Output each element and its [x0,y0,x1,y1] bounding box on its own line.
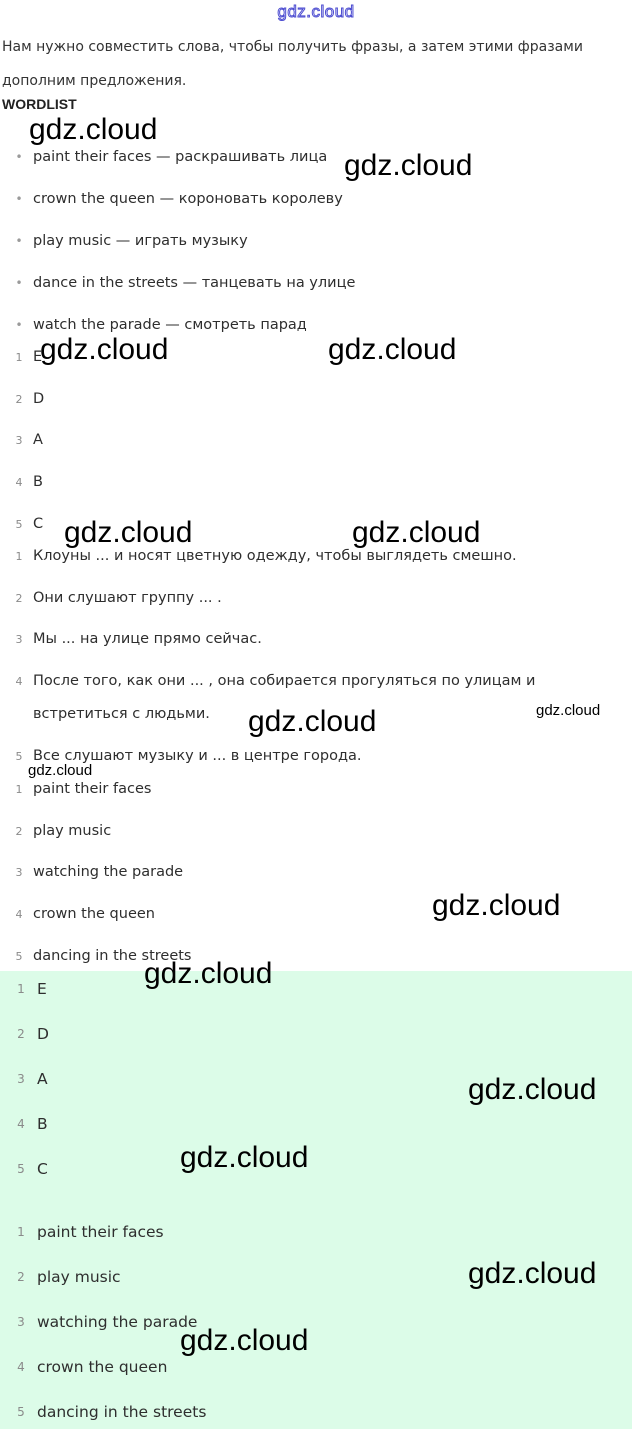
matching-letter: B [33,474,43,490]
phrase-text: play music [33,823,112,839]
item-number: 5 [17,1405,25,1419]
bullet-icon: • [15,192,23,206]
phrase-item [0,860,632,884]
watermark: gdz.cloud [344,149,473,182]
item-number: 5 [15,749,23,763]
item-number: 4 [15,674,23,688]
bullet-icon: • [15,318,23,332]
wordlist-item [0,145,632,169]
answer-letter: B [37,1115,48,1133]
answer-letter: E [37,980,47,998]
matching-letter: C [33,516,44,532]
answer-letter: A [37,1070,48,1088]
wordlist-item-text: crown the queen — короновать королеву [33,191,343,207]
sentence-text: Все слушают музыку и ... в центре города. [33,748,362,764]
bullet-icon: • [15,276,23,290]
matching-item [0,387,632,411]
watermark: gdz.cloud [468,1073,597,1106]
sentence-item [0,744,632,768]
watermark: gdz.cloud [144,957,273,990]
sentence-item [0,669,632,693]
item-number: 4 [15,907,23,921]
watermark: gdz.cloud [352,516,481,549]
answer-phrase-text: play music [37,1268,121,1286]
item-number: 2 [15,591,23,605]
item-number: 4 [17,1360,25,1374]
watermark: gdz.cloud [468,1257,597,1290]
wordlist-item-text: paint their faces — раскрашивать лица [33,149,328,165]
matching-letter: E [33,349,43,365]
answer-phrase-item [0,1400,632,1424]
watermark: gdz.cloud [29,113,158,146]
answer-letter: D [37,1025,49,1043]
wordlist-item [0,271,632,295]
site-logo[interactable]: gdz.cloud [277,2,355,21]
bullet-icon: • [15,150,23,164]
answer-phrase-text: crown the queen [37,1358,168,1376]
answer-phrase-text: dancing in the streets [37,1403,207,1421]
bullet-icon: • [15,234,23,248]
watermark: gdz.cloud [432,889,561,922]
item-number: 2 [15,824,23,838]
sentence-text: Клоуны ... и носят цветную одежду, чтобы выглядеть смешно. [33,548,517,564]
phrase-text: dancing in the streets [33,948,192,964]
answer-letter: C [37,1160,48,1178]
phrase-item [0,777,632,801]
item-number: 1 [17,982,25,996]
phrase-item [0,944,632,968]
wordlist-item-text: watch the parade — смотреть парад [33,317,307,333]
answer-phrase-item [0,1355,632,1379]
item-number: 3 [17,1072,25,1086]
matching-item [0,428,632,452]
wordlist-item-text: play music — играть музыку [33,233,248,249]
item-number: 1 [17,1225,25,1239]
answer-phrase-text: watching the parade [37,1313,198,1331]
watermark: gdz.cloud [64,516,193,549]
sentence-text: Мы ... на улице прямо сейчас. [33,631,262,647]
item-number: 5 [15,949,23,963]
item-number: 3 [15,433,23,447]
intro-text: Нам нужно совместить слова, чтобы получить фразы, а затем этими фразами дополним предложения. [2,39,583,89]
item-number: 4 [15,475,23,489]
answer-matching-item [0,977,632,1001]
item-number: 5 [15,517,23,531]
item-number: 3 [15,632,23,646]
answer-matching-item [0,1157,632,1181]
sentence-item [0,627,632,651]
item-number: 3 [15,865,23,879]
phrase-item [0,819,632,843]
sentence-item [0,586,632,610]
answer-phrase-item [0,1310,632,1334]
item-number: 2 [17,1270,25,1284]
matching-letter: A [33,432,43,448]
item-number: 2 [17,1027,25,1041]
sentence-text: После того, как они ... , она собирается прогуляться по улицам и [33,673,536,689]
item-number: 1 [15,350,23,364]
wordlist-item [0,229,632,253]
item-number: 2 [15,392,23,406]
item-number: 4 [17,1117,25,1131]
watermark: gdz.cloud [248,705,377,738]
item-number: 3 [17,1315,25,1329]
answer-matching-item [0,1112,632,1136]
phrase-text: watching the parade [33,864,184,880]
answer-matching-item [0,1022,632,1046]
watermark: gdz.cloud [40,333,169,366]
watermark: gdz.cloud [328,333,457,366]
watermark: gdz.cloud [180,1141,309,1174]
phrase-text: crown the queen [33,906,155,922]
matching-item [0,470,632,494]
item-number: 5 [17,1162,25,1176]
wordlist-title: WORDLIST [2,96,77,112]
phrase-text: paint their faces [33,781,152,797]
matching-letter: D [33,391,45,407]
answer-phrase-item [0,1220,632,1244]
watermark: gdz.cloud [536,702,601,719]
watermark: gdz.cloud [180,1324,309,1357]
item-number: 1 [15,782,23,796]
sentence-text: Они слушают группу ... . [33,590,222,606]
watermark: gdz.cloud [28,762,93,779]
wordlist-item [0,187,632,211]
wordlist-item-text: dance in the streets — танцевать на улице [33,275,356,291]
answer-phrase-text: paint their faces [37,1223,164,1241]
sentence-text-continued: встретиться с людьми. [33,706,210,722]
item-number: 1 [15,549,23,563]
